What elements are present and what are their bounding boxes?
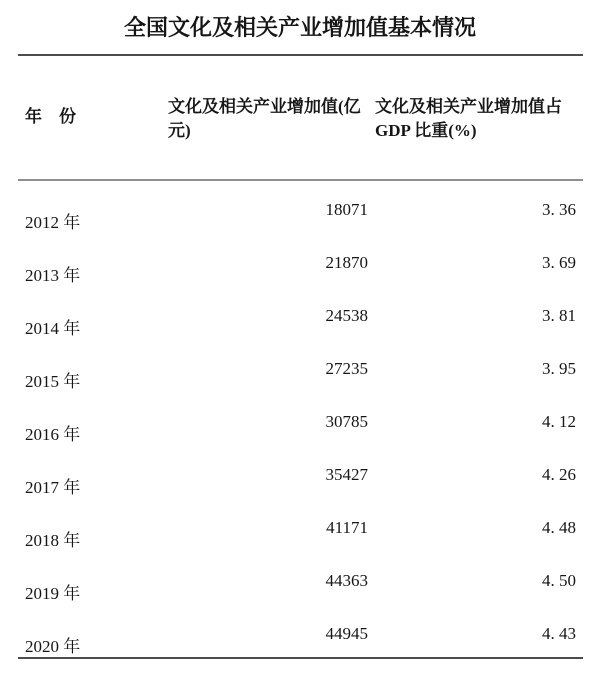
- value-cell: 44945: [325, 624, 368, 643]
- table-body: [18, 181, 583, 658]
- share-cell: 3. 81: [542, 306, 576, 325]
- year-cell: 2017 年: [25, 478, 81, 497]
- title-divider: [18, 54, 583, 56]
- share-cell: 4. 48: [542, 518, 576, 537]
- year-cell: 2020 年: [25, 637, 81, 656]
- table-row: [18, 287, 583, 340]
- table-row: [18, 393, 583, 446]
- share-cell: 4. 26: [542, 465, 576, 484]
- table-row: [18, 446, 583, 499]
- year-cell: 2016 年: [25, 425, 81, 444]
- table-row: [18, 605, 583, 658]
- table-row: [18, 234, 583, 287]
- year-cell: 2015 年: [25, 372, 81, 391]
- table-row: [18, 499, 583, 552]
- page-title: 全国文化及相关产业增加值基本情况: [123, 15, 476, 40]
- column-header-added-value-line1: 文化及相关产业增加值(亿: [168, 97, 361, 116]
- column-header-gdp-share-line1: 文化及相关产业增加值占: [375, 97, 562, 116]
- value-cell: 35427: [325, 465, 368, 484]
- share-cell: 3. 69: [542, 253, 576, 272]
- table-row: [18, 340, 583, 393]
- year-cell: 2012 年: [25, 213, 81, 232]
- value-cell: 24538: [325, 306, 368, 325]
- year-cell: 2019 年: [25, 584, 81, 603]
- share-cell: 4. 12: [542, 412, 576, 431]
- value-cell: 44363: [325, 571, 368, 590]
- year-cell: 2018 年: [25, 531, 81, 550]
- year-cell: 2013 年: [25, 266, 81, 285]
- column-header-added-value-line2: 元): [168, 120, 191, 140]
- share-cell: 4. 50: [542, 571, 576, 590]
- table-row: [18, 552, 583, 605]
- share-cell: 3. 95: [542, 359, 576, 378]
- share-cell: 3. 36: [542, 200, 576, 219]
- column-header-gdp-share: [375, 95, 581, 142]
- value-cell: 18071: [325, 200, 368, 219]
- table-row: [18, 181, 583, 234]
- column-header-added-value: [168, 95, 370, 142]
- value-cell: 41171: [326, 518, 368, 537]
- value-cell: 30785: [325, 412, 368, 431]
- value-cell: 27235: [325, 359, 368, 378]
- bottom-divider: [18, 657, 583, 659]
- year-cell: 2014 年: [25, 319, 81, 338]
- column-header-gdp-share-line2: GDP 比重(%): [375, 120, 477, 140]
- column-header-year: 年 份: [25, 107, 76, 126]
- share-cell: 4. 43: [542, 624, 576, 643]
- value-cell: 21870: [325, 253, 368, 272]
